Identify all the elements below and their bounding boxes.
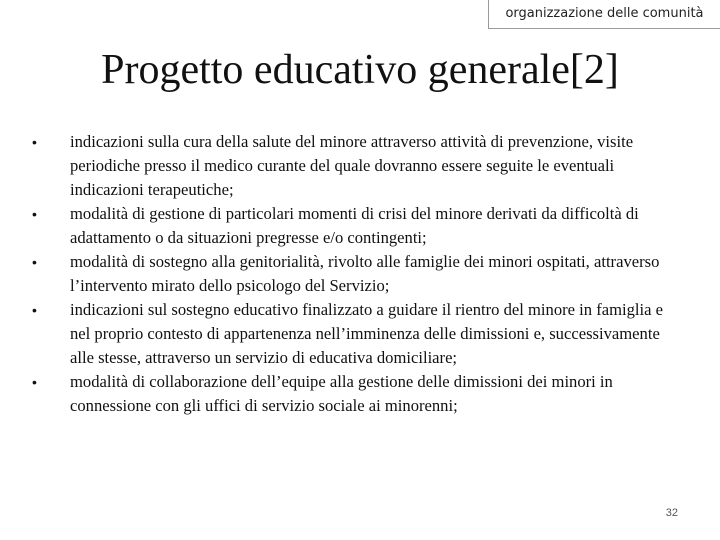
bullet-icon: • [32, 206, 37, 222]
bullet-item-parenting-support [30, 250, 680, 298]
bullet-item-crisis-management [30, 202, 680, 250]
bullet-text: modalità di gestione di particolari momenti di crisi del minore derivati da difficoltà di adattamento o da situazioni pregresse e/o contingenti; [70, 204, 639, 247]
bullet-icon: • [32, 302, 37, 318]
bullet-item-health-care [30, 130, 680, 202]
slide-title: Progetto educativo generale[2] [101, 47, 619, 93]
bullet-text: modalità di sostegno alla genitorialità, rivolto alle famiglie dei minori ospitati, attraverso l’intervento mirato dello psicologo del Servizio; [70, 252, 660, 295]
bullet-text: indicazioni sulla cura della salute del minore attraverso attività di prevenzione, visite periodiche presso il medico curante del quale dovranno essere seguite le eventuali indicazioni terapeutiche; [70, 132, 634, 199]
bullet-item-educational-support [30, 298, 680, 370]
bullet-item-discharge-collaboration [30, 370, 680, 418]
bullet-icon: • [32, 254, 37, 270]
section-header-tag: organizzazione delle comunità [488, 0, 720, 29]
bullet-list [30, 130, 680, 418]
bullet-text: modalità di collaborazione dell’equipe alla gestione delle dimissioni dei minori in connessione con gli uffici di servizio sociale ai minorenni; [70, 372, 613, 415]
bullet-icon: • [32, 134, 37, 150]
bullet-icon: • [32, 374, 37, 390]
page-number: 32 [665, 507, 678, 519]
bullet-text: indicazioni sul sostegno educativo finalizzato a guidare il rientro del minore in famiglia e nel proprio contesto di appartenenza nell’imminenza delle dimissioni e, successivamente alle stesse, attraverso un servizio di educativa domiciliare; [70, 300, 664, 367]
